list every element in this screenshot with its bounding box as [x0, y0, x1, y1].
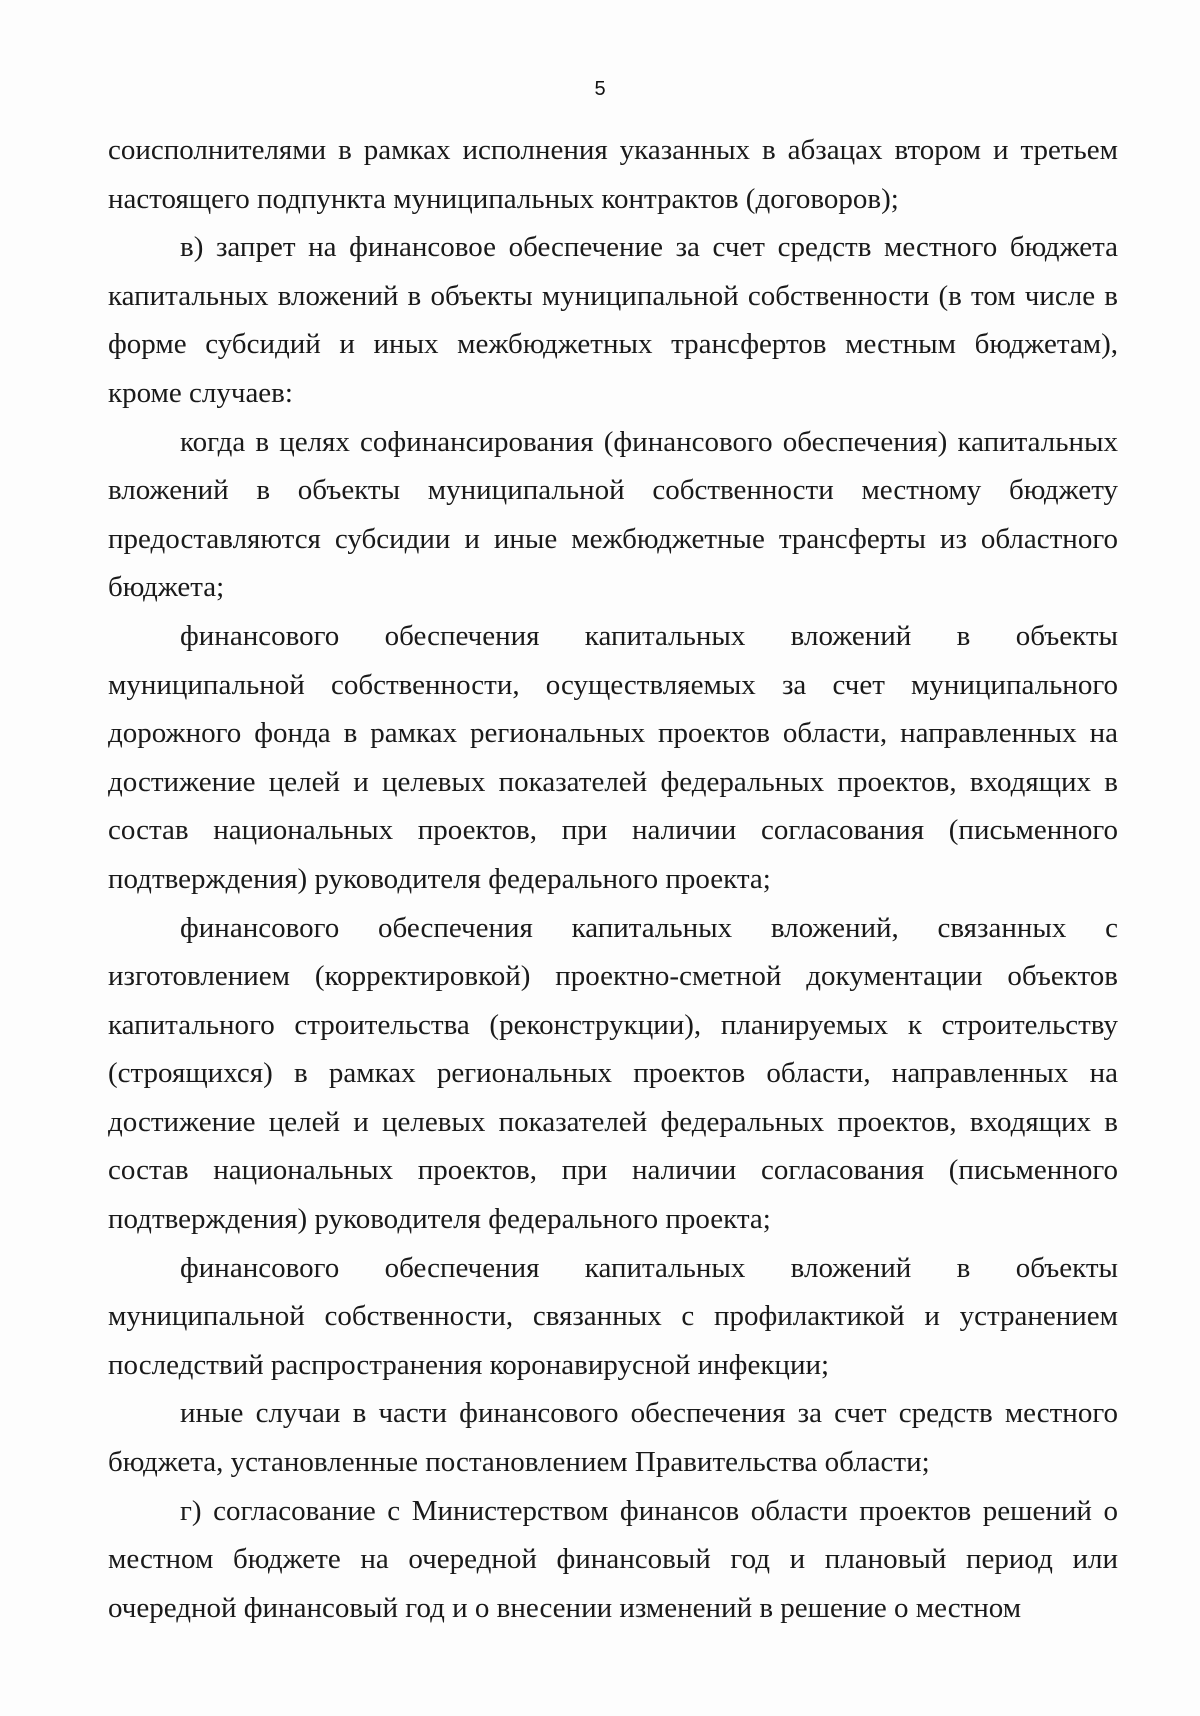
paragraph-road-fund: финансового обеспечения капитальных вложений в объекты муниципальной собственности, осуществляемых за счет муниципального дорожного фонда в рамках региональных проектов области, направленных на достижение целей и целевых показателей федеральных проектов, входящих в состав национальных проектов, при наличии согласования (письменного подтверждения) руководителя федерального проекта;	[108, 619, 1118, 895]
page-number: 5	[594, 78, 606, 100]
paragraph-coronavirus: финансового обеспечения капитальных вложений в объекты муниципальной собственности, связанных с профилактикой и устранением последствий распространения коронавирусной инфекции;	[108, 1251, 1118, 1381]
paragraph-item-g: г) согласование с Министерством финансов области проектов решений о местном бюджете на очередной финансовый год и плановый период или очередной финансовый год и о внесении изменений в решение о местном	[108, 1494, 1118, 1624]
paragraph-other-cases: иные случаи в части финансового обеспечения за счет средств местного бюджета, установленные постановлением Правительства области;	[108, 1397, 1118, 1479]
document-body	[108, 126, 1118, 1632]
paragraph-design-documentation: финансового обеспечения капитальных вложений, связанных с изготовлением (корректировкой) проектно-сметной документации объектов капитального строительства (реконструкции), планируемых к строительству (строящихся) в рамках региональных проектов области, направленных на достижение целей и целевых показателей федеральных проектов, входящих в состав национальных проектов, при наличии согласования (письменного подтверждения) руководителя федерального проекта;	[108, 911, 1118, 1236]
paragraph-continuation: соисполнителями в рамках исполнения указанных в абзацах втором и третьем настоящего подпункта муниципальных контрактов (договоров);	[108, 134, 1118, 215]
paragraph-item-v: в) запрет на финансовое обеспечение за счет средств местного бюджета капитальных вложений в объекты муниципальной собственности (в том числе в форме субсидий и иных межбюджетных трансфертов местным бюджетам), кроме случаев:	[108, 231, 1118, 409]
paragraph-cofinancing: когда в целях софинансирования (финансового обеспечения) капитальных вложений в объекты муниципальной собственности местному бюджету предоставляются субсидии и иные межбюджетные трансферты из областного бюджета;	[108, 425, 1118, 604]
